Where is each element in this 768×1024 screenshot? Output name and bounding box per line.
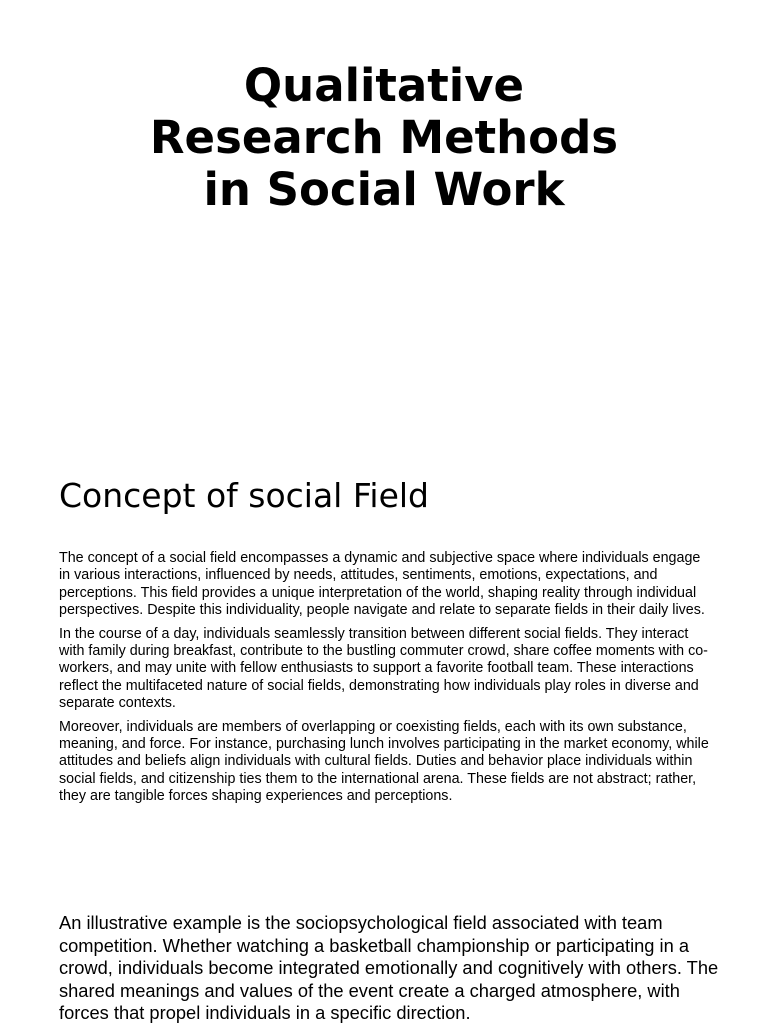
document-title (0, 60, 768, 216)
title-line-3: in Social Work (203, 163, 565, 216)
section-heading: Concept of social Field (59, 476, 430, 515)
paragraph-1: The concept of a social field encompasses a dynamic and subjective space where individuals engage in various interactions, influenced by needs, attitudes, sentiments, emotions, expectations, and perceptions. This field provides a unique interpretation of the world, shaping reality through individual perspectives. Despite this individuality, people navigate and relate to separate fields in their daily lives. (59, 550, 705, 619)
paragraph-3: Moreover, individuals are members of overlapping or coexisting fields, each with its own substance, meaning, and force. For instance, purchasing lunch involves participating in the market economy, while attitudes and beliefs align individuals with cultural fields. Duties and behavior place individuals within social fields, and citizenship ties them to the international arena. These fields are not abstract; rather, they are tangible forces shaping experiences and perceptions. (59, 718, 709, 805)
title-line-2: Research Methods (149, 111, 619, 164)
paragraph-2: In the course of a day, individuals seamlessly transition between different social fields. They interact with family during breakfast, contribute to the bustling commuter crowd, share coffee moments with co-workers, and may unite with fellow enthusiasts to support a favorite football team. These interactions reflect the multifaceted nature of social fields, demonstrating how individuals play roles in diverse and separate contexts. (59, 625, 708, 712)
section-body (59, 550, 709, 812)
example-paragraph: An illustrative example is the sociopsychological field associated with team competition. Whether watching a basketball championship or participating in a crowd, individuals become integrated emotionally and cognitively with others. The shared meanings and values of the event create a charged atmosphere, with forces that propel individuals in a specific direction. (59, 912, 719, 1024)
title-line-1: Qualitative (243, 59, 525, 112)
